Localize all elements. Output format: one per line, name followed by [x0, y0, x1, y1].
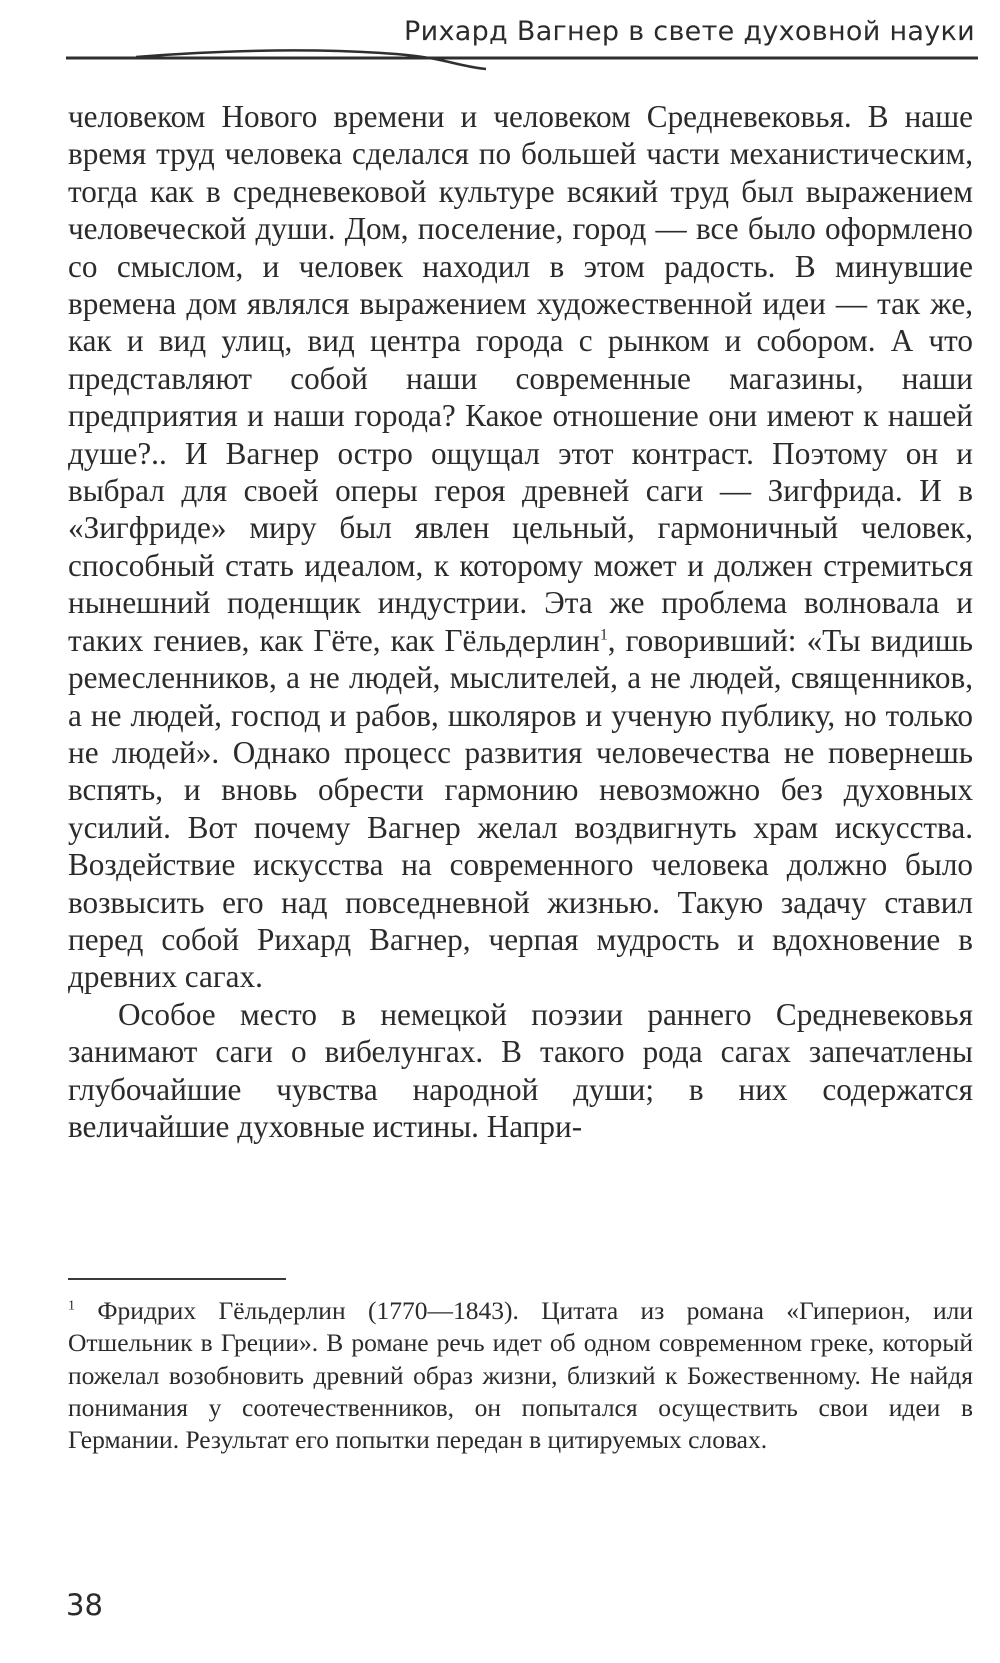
header-swash-rule — [66, 48, 978, 88]
paragraph-1-part-2: , говоривший: «Ты видишь ремесленников, а не людей, мыслителей, а не людей, священников, а не людей, господ и рабов, школяров и ученую публику, но только не людей». Однако процесс развития человечества не повернешь вспять, и вновь обрести гармонию невозможно без духовных усилий. Вот почему Вагнер желал воздвигнуть храм искусства. Воздействие искусства на современного человека должно было возвысить его над повседневной жизнью. Такую задачу ставил перед собой Рихард Вагнер, черпая мудрость и вдохновение в древних сагах. — [68, 622, 973, 995]
footnote — [68, 1295, 973, 1456]
main-text — [68, 98, 973, 1145]
paragraph-2: Особое место в немецкой поэзии раннего Средневековья занимают саги о вибелунгах. В такого рода сагах запечатлены глубочайшие чувства народной души; в них содержатся величайшие духовные истины. Напри- — [68, 996, 973, 1144]
footnote-reference: 1 — [599, 626, 608, 644]
paragraph-1-part-1: человеком Нового времени и человеком Средневековья. В наше время труд человека сделался по большей части механистическим, тогда как в средневековой культуре всякий труд был выражением человеческой души. Дом, поселение, город — все было оформлено со смыслом, и человек находил в этом радость. В минувшие времена дом являлся выражением художественной идеи — так же, как и вид улиц, вид центра города с рынком и собором. А что представляют собой наши современные магазины, наши предприятия и наши города? Какое отношение они имеют к нашей душе?.. И Вагнер остро ощущал этот контраст. Поэтому он и выбрал для своей оперы героя древней саги — Зигфрида. И в «Зигфриде» миру был явлен цельный, гармоничный человек, способный стать идеалом, к которому может и должен стремиться нынешний поденщик индустрии. Эта же проблема волновала и таких гениев, как Гёте, как Гёльдерлин — [68, 99, 973, 658]
paragraph-1 — [68, 98, 973, 996]
footnote-text: Фридрих Гёльдерлин (1770—1843). Цитата из романа «Гиперион, или Отшельник в Греции». В романе речь идет об одном современном греке, который пожелал возобновить древний образ жизни, близкий к Божественному. Не найдя понимания у соотечественников, он попытался осуществить свои идеи в Германии. Результат его попытки передан в цитируемых словах. — [68, 1296, 973, 1455]
footnote-marker: 1 — [68, 1298, 76, 1314]
header-swash-curve — [136, 50, 486, 69]
running-title: Рихард Вагнер в свете духовной науки — [404, 16, 975, 47]
footnote-paragraph — [68, 1295, 973, 1456]
page-number: 38 — [66, 1588, 103, 1622]
footnote-separator — [68, 1278, 286, 1280]
